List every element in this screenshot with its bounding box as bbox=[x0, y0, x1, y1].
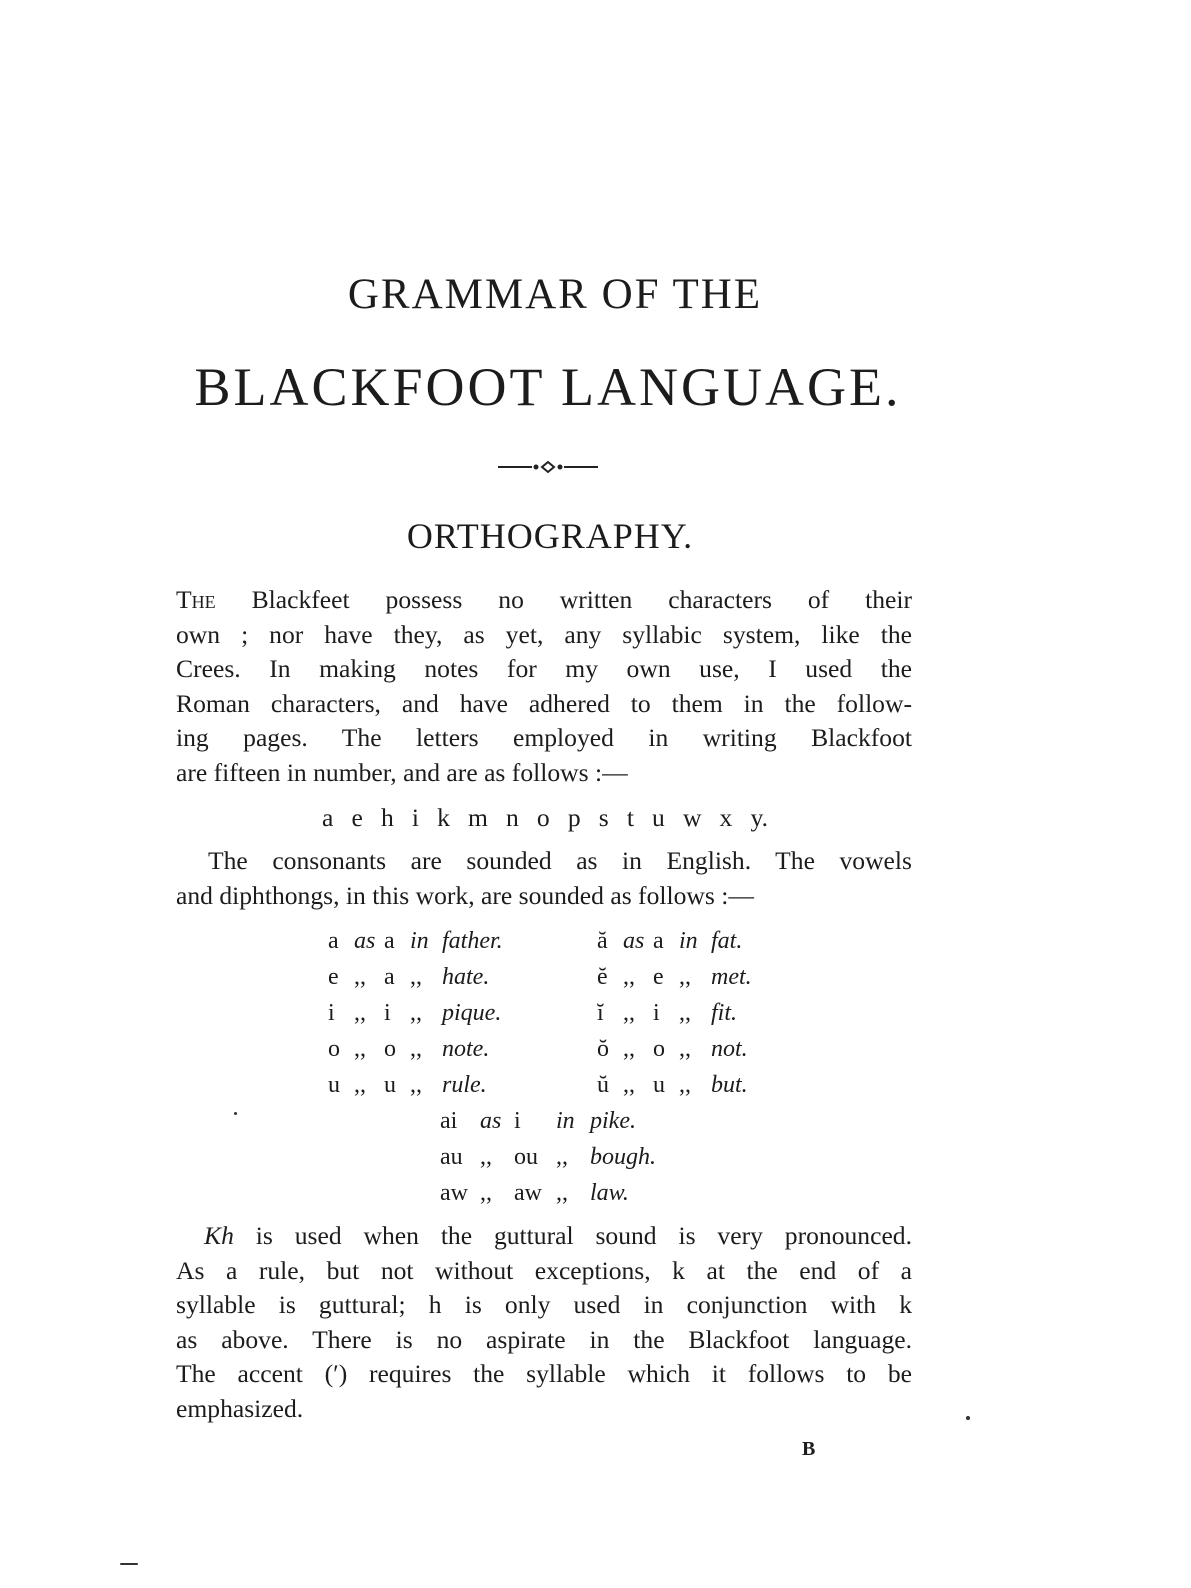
paragraph-line: as above. There is no aspirate in the Blackfoot language. bbox=[176, 1324, 912, 1354]
sound-letter: aw bbox=[514, 1180, 542, 1206]
sound-letter: u bbox=[384, 1072, 396, 1098]
as-word: ,, bbox=[623, 1036, 635, 1062]
example-word: not. bbox=[711, 1036, 748, 1062]
vowel-letter: ĭ bbox=[597, 1000, 604, 1026]
vowel-letter: ŭ bbox=[597, 1072, 609, 1098]
sound-letter: a bbox=[384, 928, 395, 954]
in-word: ,, bbox=[679, 1072, 691, 1098]
in-word: ,, bbox=[556, 1144, 568, 1170]
vowel-letter: ă bbox=[597, 928, 608, 954]
in-word: ,, bbox=[679, 1036, 691, 1062]
paragraph-line: ing pages. The letters employed in writing Blackfoot bbox=[176, 723, 912, 752]
paragraph-line: syllable is guttural; h is only used in conjunction with k bbox=[176, 1290, 912, 1319]
vowel-letter: i bbox=[328, 1000, 335, 1026]
page-title-line-1: GRAMMAR OF THE bbox=[347, 271, 763, 318]
sound-letter: a bbox=[384, 964, 395, 990]
example-word: note. bbox=[442, 1036, 490, 1062]
vowel-letter: e bbox=[328, 964, 339, 990]
vowel-letter: u bbox=[328, 1072, 340, 1098]
example-word: met. bbox=[711, 964, 752, 990]
sound-letter: i bbox=[384, 1000, 391, 1026]
example-word: bough. bbox=[590, 1144, 656, 1170]
page-title-line-2: BLACKFOOT LANGUAGE. bbox=[194, 357, 902, 417]
as-word: ,, bbox=[623, 964, 635, 990]
sound-letter: a bbox=[653, 928, 664, 954]
in-word: ,, bbox=[679, 964, 691, 990]
orthography-paragraph-3 bbox=[176, 1219, 912, 1426]
sound-letter: o bbox=[653, 1036, 665, 1062]
vowel-letter: a bbox=[328, 928, 339, 954]
signature-mark: B bbox=[802, 1438, 816, 1460]
in-word: in bbox=[556, 1108, 575, 1134]
example-word: fat. bbox=[711, 928, 743, 954]
in-word: ,, bbox=[679, 1000, 691, 1026]
orthography-paragraph-1 bbox=[176, 583, 912, 790]
in-word: ,, bbox=[410, 1072, 422, 1098]
as-word: as bbox=[480, 1108, 502, 1134]
paragraph-line: emphasized. bbox=[176, 1393, 304, 1423]
in-word: ,, bbox=[410, 1036, 422, 1062]
print-speck bbox=[966, 1416, 970, 1420]
in-word: ,, bbox=[410, 964, 422, 990]
in-word: ,, bbox=[410, 1000, 422, 1026]
as-word: ,, bbox=[354, 964, 366, 990]
paragraph-line: The Blackfeet possess no written characters of their bbox=[176, 585, 912, 614]
example-word: pike. bbox=[590, 1108, 636, 1134]
print-speck bbox=[234, 1112, 237, 1115]
example-word: rule. bbox=[442, 1072, 487, 1098]
in-word: ,, bbox=[556, 1180, 568, 1206]
as-word: ,, bbox=[354, 1000, 366, 1026]
vowel-letter: o bbox=[328, 1036, 340, 1062]
print-speck bbox=[120, 1563, 138, 1565]
vowel-letter: ŏ bbox=[597, 1036, 609, 1062]
vowel-letter: ai bbox=[440, 1108, 458, 1134]
paragraph-line: and diphthongs, in this work, are sounded as follows :— bbox=[176, 880, 754, 910]
example-word: fit. bbox=[711, 1000, 738, 1026]
ornament-divider bbox=[496, 457, 600, 477]
example-word: but. bbox=[711, 1072, 748, 1098]
as-word: ,, bbox=[354, 1036, 366, 1062]
paragraph-line: Roman characters, and have adhered to them in the follow- bbox=[176, 688, 912, 718]
example-word: father. bbox=[442, 928, 503, 954]
paragraph-line: own ; nor have they, as yet, any syllabic system, like the bbox=[176, 619, 912, 649]
as-word: ,, bbox=[480, 1180, 492, 1206]
paragraph-line: The accent (′) requires the syllable which it follows to be bbox=[176, 1359, 912, 1388]
as-word: ,, bbox=[623, 1000, 635, 1026]
sound-letter: i bbox=[653, 1000, 660, 1026]
as-word: ,, bbox=[623, 1072, 635, 1098]
paragraph-line: Crees. In making notes for my own use, I used the bbox=[176, 654, 912, 683]
in-word: in bbox=[410, 928, 429, 954]
example-word: law. bbox=[590, 1180, 629, 1206]
paragraph-line: The consonants are sounded as in English. The vowels bbox=[208, 846, 912, 875]
example-word: pique. bbox=[442, 1000, 502, 1026]
as-word: as bbox=[354, 928, 376, 954]
example-word: hate. bbox=[442, 964, 490, 990]
sound-letter: u bbox=[653, 1072, 665, 1098]
paragraph-line: As a rule, but not without exceptions, k at the end of a bbox=[176, 1255, 912, 1285]
vowel-letter: ĕ bbox=[597, 964, 608, 990]
paragraph-line: are fifteen in number, and are as follows :— bbox=[176, 757, 628, 787]
sound-letter: ou bbox=[514, 1144, 538, 1170]
sound-letter: i bbox=[514, 1108, 521, 1134]
section-heading: ORTHOGRAPHY. bbox=[406, 516, 694, 556]
as-word: as bbox=[623, 928, 645, 954]
vowel-letter: au bbox=[440, 1144, 463, 1170]
as-word: ,, bbox=[480, 1144, 492, 1170]
in-word: in bbox=[679, 928, 698, 954]
alphabet-list: a e h i k m n o p s t u w x y. bbox=[322, 803, 768, 832]
sound-letter: o bbox=[384, 1036, 396, 1062]
vowel-letter: aw bbox=[440, 1180, 468, 1206]
sound-letter: e bbox=[653, 964, 664, 990]
dropcap-word: The bbox=[176, 585, 216, 614]
as-word: ,, bbox=[354, 1072, 366, 1098]
orthography-paragraph-2 bbox=[176, 844, 912, 913]
paragraph-line: Kh is used when the guttural sound is very pronounced. bbox=[204, 1221, 912, 1250]
